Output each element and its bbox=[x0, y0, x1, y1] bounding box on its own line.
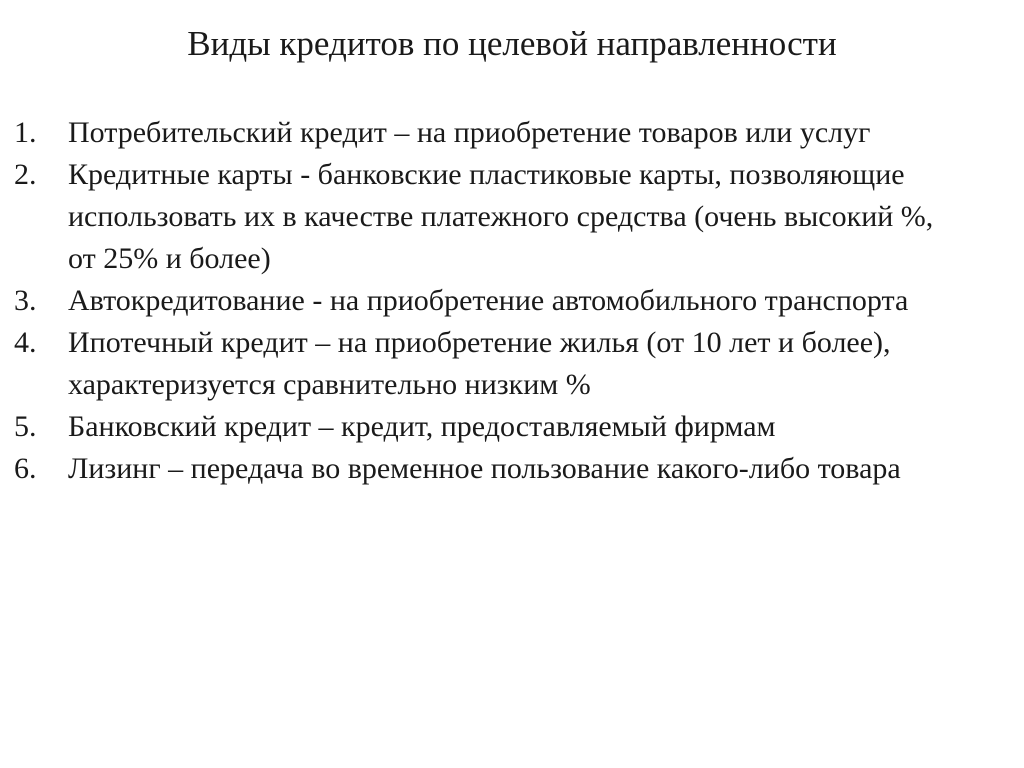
item-number: 6. bbox=[14, 452, 37, 485]
list-item bbox=[14, 112, 1004, 154]
list-item bbox=[14, 448, 1004, 490]
item-number: 3. bbox=[14, 284, 37, 317]
item-text: Лизинг – передача во временное пользование какого-либо товара bbox=[68, 452, 901, 485]
list-item bbox=[14, 322, 1004, 406]
item-number: 5. bbox=[14, 410, 37, 443]
slide-title: Виды кредитов по целевой направленности bbox=[187, 24, 837, 63]
list-item bbox=[14, 406, 1004, 448]
list-item bbox=[14, 154, 1004, 280]
item-text: Банковский кредит – кредит, предоставляемый фирмам bbox=[68, 410, 776, 443]
item-text: Потребительский кредит – на приобретение товаров или услуг bbox=[68, 116, 871, 149]
item-number: 1. bbox=[14, 116, 37, 149]
item-text: Автокредитование - на приобретение автомобильного транспорта bbox=[68, 284, 909, 317]
credit-types-list bbox=[14, 112, 1004, 490]
item-text: Ипотечный кредит – на приобретение жилья (от 10 лет и более), характеризуется сравнительно низким % bbox=[68, 326, 891, 401]
item-number: 2. bbox=[14, 158, 37, 191]
item-text: Кредитные карты - банковские пластиковые карты, позволяющие использовать их в качестве платежного средства (очень высокий %, от 25% и более) bbox=[68, 158, 934, 275]
item-number: 4. bbox=[14, 326, 37, 359]
list-item bbox=[14, 280, 1004, 322]
